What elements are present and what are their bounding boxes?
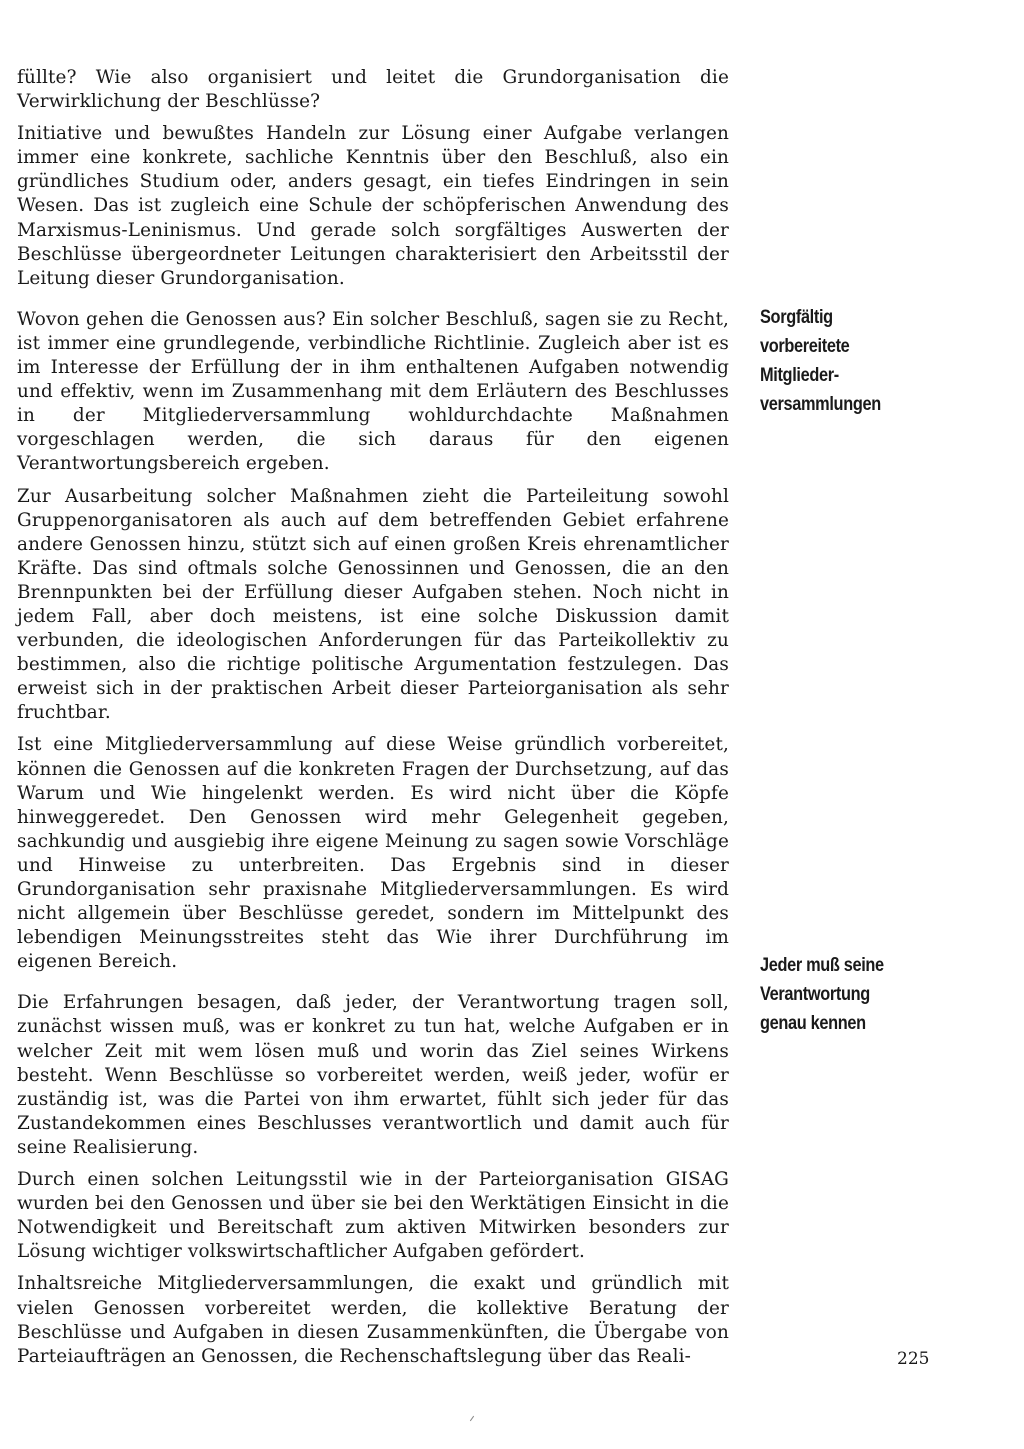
margin-heading-line: Verantwortung <box>760 984 870 1005</box>
margin-heading-line: Sorgfältig <box>760 307 833 328</box>
paragraph-2: Initiative und bewußtes Handeln zur Lösung einer Aufgabe verlangen immer eine konkrete, sachliche Kenntnis über den Beschluß, also ein gründliches Studium oder, anders gesagt, ein tiefes Eindringen in sein Wesen. Das ist zugleich eine Schule der schöpferischen Anwendung des Marxismus-Leninismus. Und gerade solch sorgfältiges Auswerten der Beschlüsse übergeordneter Leitungen charakterisiert den Arbeitsstil der Leitung dieser Grundorganisation. <box>17 123 729 289</box>
paragraph-1: füllte? Wie also organisiert und leitet die Grundorganisation die Verwirklichung der Beschlüsse? <box>17 67 729 113</box>
scan-speck <box>470 1416 474 1421</box>
page-number: 225 <box>897 1349 930 1369</box>
paragraph-8: Inhaltsreiche Mitgliederversammlungen, die exakt und gründlich mit vielen Genossen vorbereitet werden, die kollektive Beratung der Beschlüsse und Aufgaben in diesen Zusammenkünften, die Übergabe von Parteiaufträgen an Genossen, die Rechenschaftslegung über das Reali- <box>17 1273 729 1367</box>
paragraph-7: Durch einen solchen Leitungsstil wie in der Parteiorganisation GISAG wurden bei den Genossen und über sie bei den Werktätigen Einsicht in die Notwendigkeit und Bereitschaft zum aktiven Mitwirken besonders zur Lösung wichtiger volkswirtschaftlicher Aufgaben gefördert. <box>17 1169 729 1263</box>
margin-heading-line: versammlungen <box>760 394 881 415</box>
margin-heading-line: Mitglieder- <box>760 365 839 386</box>
margin-heading-prepared-meetings <box>760 303 966 419</box>
margin-heading-line: vorbereitete <box>760 336 850 357</box>
paragraph-3: Wovon gehen die Genossen aus? Ein solcher Beschluß, sagen sie zu Recht, ist immer eine grundlegende, verbindliche Richtlinie. Zugleich aber ist es im Interesse der Erfüllung der in ihm enthaltenen Aufgaben notwendig und effektiv, wenn im Zusammenhang mit dem Erläutern des Beschlusses in der Mitgliederversammlung wohldurchdachte Maßnahmen vorgeschlagen werden, die sich daraus für den eigenen Verantwortungsbereich ergeben. <box>17 308 729 475</box>
margin-heading-responsibility <box>760 951 966 1038</box>
margin-heading-line: Jeder muß seine <box>760 955 884 976</box>
paragraph-5: Ist eine Mitgliederversammlung auf diese Weise gründlich vorbereitet, können die Genossen auf die konkreten Fragen der Durchsetzung, auf das Warum und Wie hingelenkt werden. Es wird nicht über die Köpfe hinweggeredet. Den Genossen wird mehr Gelegenheit gegeben, sachkundig und ausgiebig ihre eigene Meinung zu sagen sowie Vorschläge und Hinweise zu unterbreiten. Das Ergebnis sind in dieser Grundorganisation sehr praxisnahe Mitgliederversammlungen. Es wird nicht allgemein über Beschlüsse geredet, sondern im Mittelpunkt des lebendigen Meinungsstreites steht das Wie ihrer Durchführung im eigenen Bereich. <box>17 734 729 973</box>
main-text-column <box>17 66 729 1377</box>
paragraph-4: Zur Ausarbeitung solcher Maßnahmen zieht die Parteileitung sowohl Gruppenorganisatoren als auch auf dem betreffenden Gebiet erfahrene andere Genossen hinzu, stützt sich auf einen großen Kreis ehrenamtlicher Kräfte. Das sind oftmals solche Genossinnen und Genossen, die an den Brennpunkten bei der Erfüllung dieser Aufgaben stehen. Noch nicht in jedem Fall, aber doch meistens, ist eine solche Diskussion damit verbunden, die ideologischen Anforderungen für das Parteikollektiv zu bestimmen, also die richtige politische Argumentation festzulegen. Das erweist sich in der praktischen Arbeit dieser Parteiorganisation als sehr fruchtbar. <box>17 485 729 724</box>
margin-heading-line: genau kennen <box>760 1013 866 1034</box>
paragraph-6: Die Erfahrungen besagen, daß jeder, der Verantwortung tragen soll, zunächst wissen muß, was er konkret zu tun hat, welche Aufgaben er in welcher Zeit mit wem lösen muß und worin das Ziel seines Wirkens besteht. Wenn Beschlüsse so vorbereitet werden, weiß jeder, wofür er zuständig ist, was die Partei von ihm erwartet, fühlt sich jeder für das Zustandekommen eines Beschlusses verantwortlich und damit auch für seine Realisierung. <box>17 992 729 1158</box>
